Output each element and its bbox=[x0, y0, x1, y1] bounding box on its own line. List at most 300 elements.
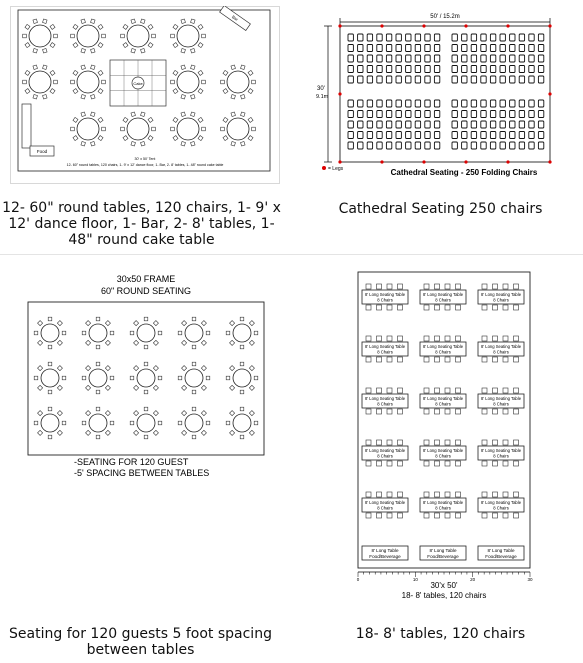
chair bbox=[192, 390, 196, 394]
folding-chair bbox=[386, 100, 391, 107]
chair bbox=[110, 331, 114, 335]
folding-chair bbox=[434, 111, 439, 118]
chair bbox=[153, 366, 158, 371]
chair bbox=[43, 19, 48, 24]
chair bbox=[105, 411, 110, 416]
folding-chair bbox=[510, 132, 515, 139]
chair bbox=[445, 513, 450, 518]
folding-chair bbox=[500, 142, 505, 149]
chair bbox=[366, 336, 371, 341]
folding-chair bbox=[538, 111, 543, 118]
legs-legend-dot bbox=[322, 166, 326, 170]
folding-chair bbox=[519, 66, 524, 73]
chair bbox=[424, 513, 429, 518]
floor-plan-frame-round-seating bbox=[14, 260, 279, 475]
table-top bbox=[227, 71, 249, 93]
chair bbox=[182, 340, 187, 345]
folding-chair bbox=[490, 45, 495, 52]
folding-chair bbox=[519, 45, 524, 52]
folding-chair bbox=[529, 66, 534, 73]
folding-chair bbox=[425, 121, 430, 128]
folding-chair bbox=[406, 121, 411, 128]
folding-chair bbox=[471, 111, 476, 118]
folding-chair bbox=[406, 66, 411, 73]
chair bbox=[96, 435, 100, 439]
food-table-sub: Food/Beverage bbox=[427, 554, 459, 559]
table-label: 8' Long Seating Table bbox=[480, 396, 522, 401]
food-table-label: 8' Long Table bbox=[371, 548, 399, 553]
folding-chair bbox=[377, 34, 382, 41]
table-top bbox=[137, 324, 155, 342]
eight-foot-table bbox=[362, 440, 408, 466]
folding-chair bbox=[500, 66, 505, 73]
food-label: Food bbox=[36, 149, 48, 154]
chair bbox=[240, 317, 244, 321]
chair bbox=[23, 34, 27, 38]
chair bbox=[493, 305, 498, 310]
chair bbox=[514, 461, 519, 466]
table-top bbox=[29, 25, 51, 47]
table-top bbox=[89, 324, 107, 342]
chair bbox=[48, 362, 52, 366]
table-label: 8' Long Seating Table bbox=[422, 500, 464, 505]
folding-chair bbox=[425, 142, 430, 149]
chair bbox=[81, 112, 86, 117]
tent-leg bbox=[422, 160, 425, 163]
chair bbox=[181, 19, 186, 24]
floor-plan-cathedral-seating bbox=[314, 6, 576, 184]
table-top bbox=[137, 414, 155, 432]
chair bbox=[387, 284, 392, 289]
folding-chair bbox=[358, 76, 363, 83]
table-top bbox=[185, 369, 203, 387]
chair bbox=[398, 305, 403, 310]
chair bbox=[34, 376, 38, 380]
folding-chair bbox=[510, 76, 515, 83]
folding-chair bbox=[452, 121, 457, 128]
chair bbox=[366, 388, 371, 393]
chair bbox=[424, 388, 429, 393]
table-chairs-label: 8 Chairs bbox=[377, 505, 393, 511]
folding-chair bbox=[386, 121, 391, 128]
folding-chair bbox=[510, 45, 515, 52]
chair bbox=[456, 388, 461, 393]
folding-chair bbox=[377, 100, 382, 107]
folding-chair bbox=[396, 132, 401, 139]
folding-chair bbox=[348, 76, 353, 83]
folding-chair bbox=[452, 76, 457, 83]
chair bbox=[398, 357, 403, 362]
chair bbox=[57, 385, 62, 390]
chair bbox=[181, 112, 186, 117]
folding-chair bbox=[538, 55, 543, 62]
round-table bbox=[226, 317, 258, 349]
chair bbox=[398, 461, 403, 466]
folding-chair bbox=[481, 76, 486, 83]
chair bbox=[91, 141, 96, 146]
caption-round-tables: 12- 60" round tables, 120 chairs, 1- 9' x 12' dance floor, 1- Bar, 2- 8' tables, 1- 48" round cake table bbox=[2, 200, 281, 248]
folding-chair bbox=[367, 55, 372, 62]
chair bbox=[192, 435, 196, 439]
table-top bbox=[29, 71, 51, 93]
round-table bbox=[130, 317, 162, 349]
chair bbox=[445, 336, 450, 341]
chair bbox=[514, 336, 519, 341]
chair bbox=[86, 340, 91, 345]
chair bbox=[366, 409, 371, 414]
table-top bbox=[77, 71, 99, 93]
folding-chair bbox=[367, 111, 372, 118]
chair bbox=[445, 357, 450, 362]
note-spacing: -5' SPACING BETWEEN TABLES bbox=[74, 468, 210, 478]
chair bbox=[424, 409, 429, 414]
chair bbox=[86, 321, 91, 326]
folding-chair bbox=[452, 111, 457, 118]
chair bbox=[62, 421, 66, 425]
table-top bbox=[177, 118, 199, 140]
folding-chair bbox=[406, 55, 411, 62]
frame-title: 30x50 FRAME bbox=[116, 274, 176, 284]
row-divider bbox=[0, 254, 583, 255]
folding-chair bbox=[406, 45, 411, 52]
folding-chair bbox=[500, 121, 505, 128]
folding-chair bbox=[386, 142, 391, 149]
folding-chair bbox=[396, 142, 401, 149]
chair bbox=[134, 366, 139, 371]
chair bbox=[249, 385, 254, 390]
eight-foot-table bbox=[362, 388, 408, 414]
chair bbox=[503, 440, 508, 445]
folding-chair bbox=[471, 66, 476, 73]
chair bbox=[456, 336, 461, 341]
chair bbox=[158, 421, 162, 425]
chair bbox=[482, 440, 487, 445]
chair bbox=[387, 409, 392, 414]
scale-tick-label: 20 bbox=[470, 577, 476, 582]
chair bbox=[81, 48, 86, 53]
eight-foot-table bbox=[362, 284, 408, 310]
folding-chair bbox=[481, 111, 486, 118]
round-table bbox=[34, 317, 66, 349]
chair bbox=[503, 305, 508, 310]
folding-chair bbox=[519, 142, 524, 149]
chair bbox=[110, 421, 114, 425]
chair bbox=[62, 376, 66, 380]
chair bbox=[81, 141, 86, 146]
folding-chair bbox=[425, 34, 430, 41]
folding-chair bbox=[462, 100, 467, 107]
chair bbox=[514, 357, 519, 362]
chair bbox=[366, 284, 371, 289]
folding-chair bbox=[490, 76, 495, 83]
folding-chair bbox=[377, 111, 382, 118]
chair bbox=[134, 430, 139, 435]
chair bbox=[38, 430, 43, 435]
chair bbox=[445, 440, 450, 445]
folding-chair bbox=[481, 132, 486, 139]
tent-leg bbox=[548, 24, 551, 27]
folding-chair bbox=[386, 76, 391, 83]
folding-chair bbox=[529, 142, 534, 149]
chair bbox=[153, 430, 158, 435]
chair bbox=[240, 345, 244, 349]
chair bbox=[105, 366, 110, 371]
chair bbox=[202, 34, 206, 38]
chair bbox=[366, 440, 371, 445]
table-label: 8' Long Seating Table bbox=[422, 344, 464, 349]
chair bbox=[514, 388, 519, 393]
table-top bbox=[137, 369, 155, 387]
chair bbox=[240, 435, 244, 439]
table-label: 8' Long Seating Table bbox=[422, 448, 464, 453]
folding-chair bbox=[481, 55, 486, 62]
eight-foot-table bbox=[478, 284, 524, 310]
chair bbox=[482, 461, 487, 466]
folding-chair bbox=[415, 132, 420, 139]
table-label: 8' Long Seating Table bbox=[422, 292, 464, 297]
chair bbox=[231, 112, 236, 117]
chair bbox=[249, 430, 254, 435]
folding-chair bbox=[462, 45, 467, 52]
folding-chair bbox=[406, 76, 411, 83]
chair bbox=[182, 430, 187, 435]
chair bbox=[514, 305, 519, 310]
table-chairs-label: 8 Chairs bbox=[493, 349, 509, 355]
chair bbox=[514, 284, 519, 289]
folding-chair bbox=[510, 66, 515, 73]
chair bbox=[152, 127, 156, 131]
table-top bbox=[89, 414, 107, 432]
folding-chair bbox=[462, 142, 467, 149]
chair bbox=[482, 409, 487, 414]
table-top bbox=[227, 118, 249, 140]
chair bbox=[230, 430, 235, 435]
table-label: 8' Long Seating Table bbox=[480, 344, 522, 349]
folding-chair bbox=[415, 121, 420, 128]
chair bbox=[38, 385, 43, 390]
chair bbox=[249, 321, 254, 326]
food-table-row bbox=[362, 546, 524, 560]
eight-foot-table bbox=[362, 336, 408, 362]
caption-eight-foot-tables: 18- 8' tables, 120 chairs bbox=[355, 626, 526, 642]
eight-foot-table bbox=[478, 440, 524, 466]
table-label: 8' Long Seating Table bbox=[364, 344, 406, 349]
folding-chair bbox=[425, 132, 430, 139]
food-table bbox=[420, 546, 466, 560]
chair bbox=[252, 80, 256, 84]
chair bbox=[398, 336, 403, 341]
folding-chair bbox=[386, 111, 391, 118]
round-table bbox=[82, 317, 114, 349]
chair bbox=[241, 112, 246, 117]
table-chairs-label: 8 Chairs bbox=[435, 349, 451, 355]
chair bbox=[482, 388, 487, 393]
chair bbox=[34, 331, 38, 335]
chair bbox=[493, 388, 498, 393]
chair bbox=[48, 345, 52, 349]
chair bbox=[387, 305, 392, 310]
folding-chair bbox=[452, 142, 457, 149]
table-top bbox=[177, 71, 199, 93]
table-label: 8' Long Seating Table bbox=[480, 292, 522, 297]
folding-chair bbox=[377, 76, 382, 83]
folding-chair bbox=[348, 142, 353, 149]
floor-plan-eight-foot-tables bbox=[348, 270, 538, 616]
chair bbox=[43, 94, 48, 99]
chair bbox=[57, 430, 62, 435]
chair bbox=[43, 48, 48, 53]
food-table-label: 8' Long Table bbox=[429, 548, 457, 553]
folding-chair bbox=[538, 121, 543, 128]
table-chairs-label: 8 Chairs bbox=[493, 297, 509, 303]
chair bbox=[398, 440, 403, 445]
chair bbox=[57, 366, 62, 371]
folding-chair bbox=[471, 55, 476, 62]
chair bbox=[82, 331, 86, 335]
folding-chair bbox=[367, 100, 372, 107]
chair bbox=[493, 513, 498, 518]
folding-chair bbox=[377, 66, 382, 73]
chair bbox=[398, 409, 403, 414]
chair bbox=[366, 513, 371, 518]
folding-chair bbox=[490, 66, 495, 73]
chair bbox=[201, 385, 206, 390]
folding-chair bbox=[481, 142, 486, 149]
eight-foot-table bbox=[362, 492, 408, 518]
folding-chair bbox=[348, 121, 353, 128]
chair bbox=[201, 366, 206, 371]
chair bbox=[240, 390, 244, 394]
chair bbox=[503, 388, 508, 393]
folding-chair bbox=[358, 100, 363, 107]
chair bbox=[171, 127, 175, 131]
folding-chair bbox=[367, 45, 372, 52]
chair bbox=[387, 336, 392, 341]
folding-chair bbox=[538, 142, 543, 149]
chair bbox=[102, 127, 106, 131]
chair bbox=[141, 19, 146, 24]
table-label: 8' Long Seating Table bbox=[364, 396, 406, 401]
chair bbox=[445, 305, 450, 310]
folding-chair bbox=[510, 121, 515, 128]
table-chairs-label: 8 Chairs bbox=[493, 505, 509, 511]
chair bbox=[102, 80, 106, 84]
frame-subtitle: 60" ROUND SEATING bbox=[100, 286, 192, 296]
tent-leg bbox=[422, 24, 425, 27]
scale-tick-label: 30 bbox=[527, 577, 533, 582]
chair bbox=[81, 65, 86, 70]
chair bbox=[456, 513, 461, 518]
folding-chair bbox=[471, 100, 476, 107]
chair bbox=[377, 305, 382, 310]
chair bbox=[191, 48, 196, 53]
chair bbox=[48, 390, 52, 394]
folding-chair bbox=[348, 55, 353, 62]
chair bbox=[105, 430, 110, 435]
chair bbox=[377, 440, 382, 445]
folding-chair bbox=[471, 34, 476, 41]
chair bbox=[158, 376, 162, 380]
folding-chair bbox=[415, 66, 420, 73]
table-chairs-label: 8 Chairs bbox=[435, 401, 451, 407]
folding-chair bbox=[386, 55, 391, 62]
folding-chair bbox=[425, 45, 430, 52]
chair bbox=[482, 336, 487, 341]
chair bbox=[424, 461, 429, 466]
chair bbox=[153, 340, 158, 345]
eight-foot-table bbox=[478, 388, 524, 414]
folding-chair bbox=[452, 34, 457, 41]
chair bbox=[387, 461, 392, 466]
folding-chair bbox=[406, 132, 411, 139]
tent-size-label: 30'x 50' bbox=[430, 581, 458, 590]
chair bbox=[71, 80, 75, 84]
table-chairs-label: 8 Chairs bbox=[377, 297, 393, 303]
food-table bbox=[362, 546, 408, 560]
table-top bbox=[41, 369, 59, 387]
chair bbox=[48, 407, 52, 411]
round-table-grid bbox=[34, 317, 258, 439]
eight-foot-table bbox=[420, 492, 466, 518]
chair bbox=[23, 80, 27, 84]
chair bbox=[202, 127, 206, 131]
chair bbox=[158, 331, 162, 335]
folding-chair bbox=[490, 132, 495, 139]
folding-chair bbox=[434, 76, 439, 83]
chair bbox=[86, 430, 91, 435]
chair bbox=[493, 492, 498, 497]
folding-chair bbox=[519, 76, 524, 83]
folding-chair bbox=[358, 34, 363, 41]
folding-chair bbox=[529, 55, 534, 62]
folding-chair bbox=[348, 100, 353, 107]
chair bbox=[86, 385, 91, 390]
chair bbox=[71, 34, 75, 38]
chair bbox=[34, 421, 38, 425]
folding-chair bbox=[377, 132, 382, 139]
chair bbox=[435, 513, 440, 518]
chair bbox=[144, 317, 148, 321]
folding-chair bbox=[462, 76, 467, 83]
chair bbox=[221, 80, 225, 84]
chair bbox=[456, 284, 461, 289]
caption-cathedral: Cathedral Seating 250 chairs bbox=[338, 201, 543, 217]
folding-chair bbox=[377, 45, 382, 52]
chair bbox=[82, 376, 86, 380]
chair bbox=[424, 492, 429, 497]
chair bbox=[249, 366, 254, 371]
chair bbox=[226, 421, 230, 425]
chair bbox=[181, 65, 186, 70]
folding-chair bbox=[367, 76, 372, 83]
chair bbox=[121, 127, 125, 131]
chair bbox=[48, 317, 52, 321]
folding-chair bbox=[452, 66, 457, 73]
chair bbox=[241, 94, 246, 99]
food-table-sub: Food/Beverage bbox=[485, 554, 517, 559]
chair bbox=[153, 321, 158, 326]
folding-chair bbox=[529, 132, 534, 139]
tent-leg bbox=[338, 92, 341, 95]
folding-chair bbox=[500, 76, 505, 83]
chair bbox=[144, 390, 148, 394]
chair bbox=[482, 284, 487, 289]
table-chairs-label: 8 Chairs bbox=[377, 349, 393, 355]
folding-chair bbox=[510, 55, 515, 62]
folding-chair bbox=[510, 100, 515, 107]
folding-chair bbox=[386, 45, 391, 52]
legs-legend-label: = Legs bbox=[328, 166, 344, 172]
